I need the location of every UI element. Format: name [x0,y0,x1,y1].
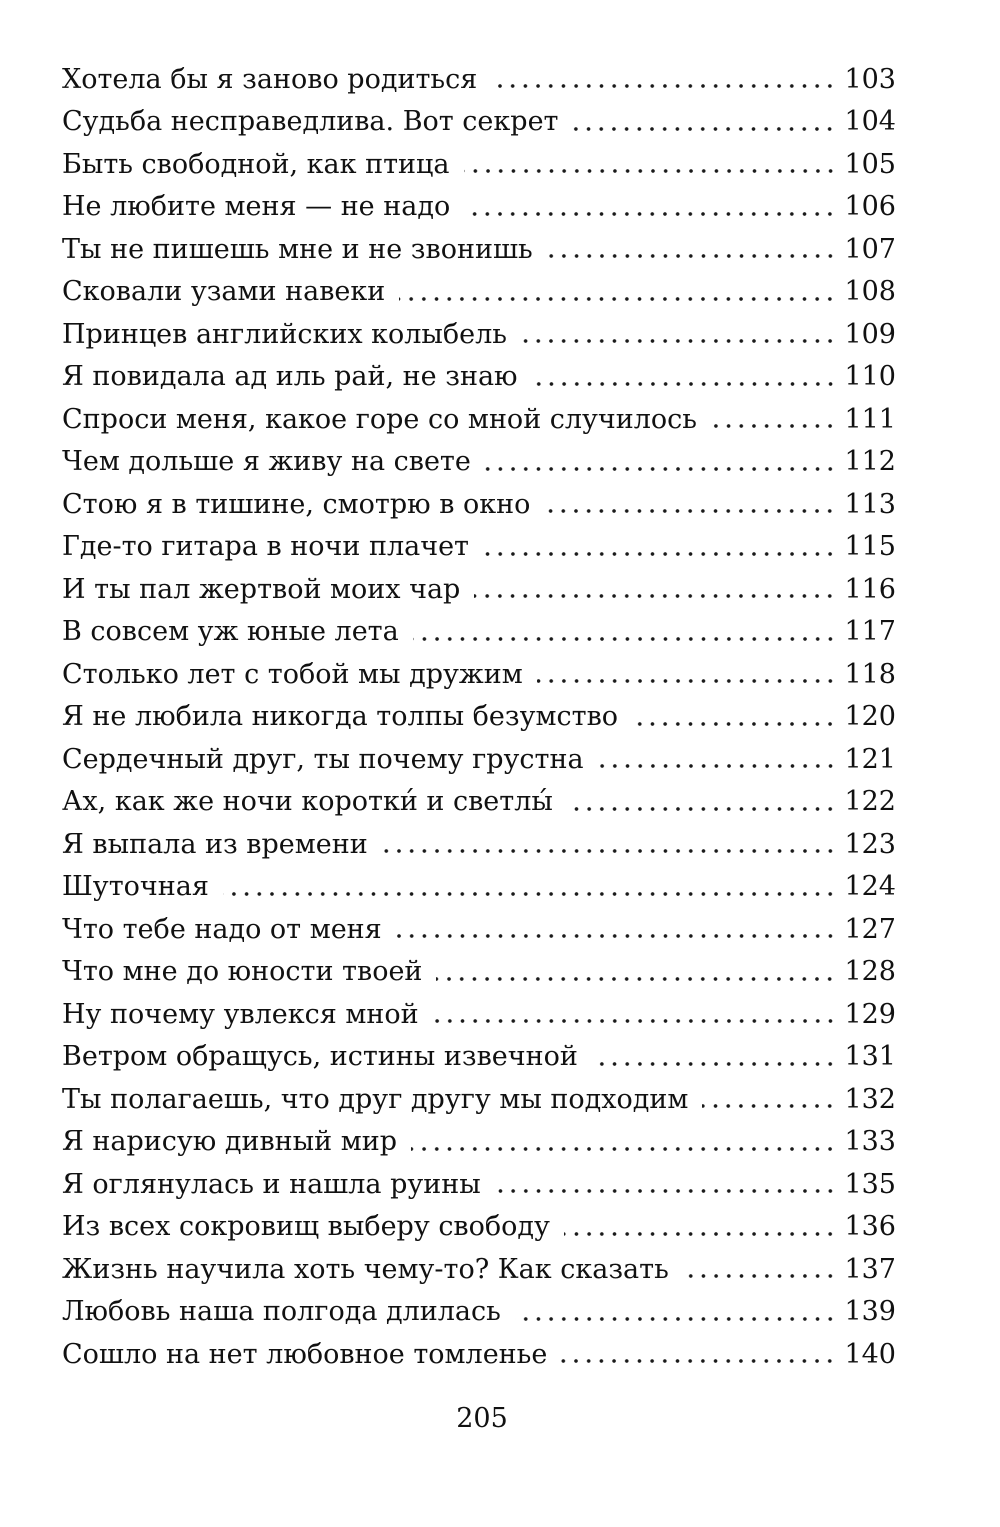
toc-entry-title: Чем дольше я живу на свете [62,446,471,478]
toc-entry-page: 120 [844,701,896,733]
toc-entry-page: 127 [844,913,896,945]
toc-entry-title: Столько лет с тобой мы дружим [62,658,523,690]
toc-entry [62,781,896,824]
toc-entry [62,738,896,781]
toc-entry [62,866,896,909]
toc-entry-page: 103 [844,63,896,95]
toc-entry-page: 140 [844,1338,896,1370]
toc-entry-title: Не любите меня — не надо [62,191,451,223]
dot-leader [567,807,837,811]
toc-entry-title: В совсем уж юные лета [62,616,399,648]
toc-entry [62,908,896,951]
dot-leader [413,637,837,641]
dot-leader [495,1189,837,1193]
toc-entry [62,1248,896,1291]
toc-entry [62,696,896,739]
toc-entry-title: Я выпала из времени [62,828,368,860]
toc-entry [62,356,896,399]
toc-entry-page: 107 [844,233,896,265]
toc-entry [62,526,896,569]
toc-entry-page: 112 [844,446,896,478]
toc-entry-title: Стою я в тишине, смотрю в окно [62,488,531,520]
toc-entry-title: Где-то гитара в ночи плачет [62,531,469,563]
toc-entry [62,441,896,484]
dot-leader [464,169,837,173]
toc-entry [62,1333,896,1376]
toc-entry-page: 108 [844,276,896,308]
toc-entry-page: 106 [844,191,896,223]
toc-entry-title: Хотела бы я заново родиться [62,63,478,95]
toc-entry-title: И ты пал жертвой моих чар [62,573,461,605]
toc-entry-title: Ты полагаешь, что друг другу мы подходим [62,1083,689,1115]
toc-entry-title: Что тебе надо от меня [62,913,382,945]
toc-entry-page: 133 [844,1126,896,1158]
toc-entry [62,568,896,611]
dot-leader [433,1019,837,1023]
dot-leader [561,1359,836,1363]
toc-entry [62,1163,896,1206]
toc-entry-page: 111 [844,403,896,435]
toc-entry-title: Судьба несправедлива. Вот секрет [62,106,559,138]
toc-entry-page: 123 [844,828,896,860]
toc-entry-title: Быть свободной, как птица [62,148,450,180]
toc-entry-title: Сердечный друг, ты почему грустна [62,743,584,775]
toc-entry-page: 116 [844,573,896,605]
toc-entry-page: 137 [844,1253,896,1285]
toc-entry [62,1291,896,1334]
toc-entry-title: Я повидала ад иль рай, не знаю [62,361,518,393]
toc-entry-title: Я не любила никогда толпы безумство [62,701,619,733]
toc-entry [62,1036,896,1079]
toc-entry-page: 132 [844,1083,896,1115]
dot-leader [521,339,836,343]
toc-entry-title: Ветром обращусь, истины извечной [62,1041,578,1073]
dot-leader [532,382,837,386]
toc-entry [62,271,896,314]
toc-entry-page: 118 [844,658,896,690]
toc-entry-title: Ах, как же ночи коротки́ и светлы́ [62,786,553,818]
toc-entry-title: Ну почему увлекся мной [62,998,419,1030]
dot-leader [572,127,836,131]
toc-entry-title: Что мне до юности твоей [62,956,423,988]
dot-leader [411,1147,836,1151]
toc-entry-page: 122 [844,786,896,818]
dot-leader [683,1274,837,1278]
toc-entry [62,653,896,696]
toc-entry [62,993,896,1036]
dot-leader [598,764,837,768]
dot-leader [711,424,836,428]
page-number: 205 [456,1403,508,1434]
toc-entry [62,1206,896,1249]
dot-leader [382,849,837,853]
toc-entry-page: 109 [844,318,896,350]
dot-leader [592,1062,837,1066]
dot-leader [632,722,836,726]
toc-entry-title: Сошло на нет любовное томленье [62,1338,548,1370]
toc-entry [62,313,896,356]
toc-entry-page: 105 [844,148,896,180]
dot-leader [474,594,836,598]
toc-entry-page: 139 [844,1296,896,1328]
toc-entry-page: 131 [844,1041,896,1073]
dot-leader [399,297,836,301]
dot-leader [491,84,836,88]
dot-leader [515,1317,837,1321]
toc-entry-page: 113 [844,488,896,520]
dot-leader [483,552,836,556]
dot-leader [464,212,836,216]
dot-leader [547,254,837,258]
toc-entry-page: 128 [844,956,896,988]
toc-entry [62,186,896,229]
toc-entry [62,1121,896,1164]
toc-entry-page: 135 [844,1168,896,1200]
toc-entry-page: 129 [844,998,896,1030]
toc-entry-title: Я нарисую дивный мир [62,1126,398,1158]
dot-leader [564,1232,837,1236]
dot-leader [485,467,837,471]
toc-entry [62,1078,896,1121]
toc-entry-page: 124 [844,871,896,903]
toc-entry-title: Жизнь научила хоть чему-то? Как сказать [62,1253,669,1285]
dot-leader [537,679,837,683]
toc-entry [62,398,896,441]
toc-entry-title: Любовь наша полгода длилась [62,1296,501,1328]
toc-entry-title: Сковали узами навеки [62,276,386,308]
toc-entry [62,143,896,186]
toc-entry-title: Из всех сокровищ выберу свободу [62,1211,550,1243]
dot-leader [396,934,837,938]
toc-entry-title: Ты не пишешь мне и не звонишь [62,233,533,265]
dot-leader [702,1104,836,1108]
toc-entry-page: 104 [844,106,896,138]
toc-entry-page: 117 [844,616,896,648]
toc-entry-title: Спроси меня, какое горе со мной случилось [62,403,698,435]
toc-entry-page: 136 [844,1211,896,1243]
toc-entry [62,611,896,654]
toc-entry-title: Шуточная [62,871,209,903]
toc-entry-page: 115 [844,531,896,563]
toc-entry-title: Я оглянулась и нашла руины [62,1168,481,1200]
toc-entry-page: 110 [844,361,896,393]
toc-entry [62,951,896,994]
toc-entry [62,483,896,526]
dot-leader [223,892,837,896]
toc-entry [62,823,896,866]
toc-entry-page: 121 [844,743,896,775]
toc-entry [62,58,896,101]
toc-entry [62,228,896,271]
dot-leader [544,509,836,513]
table-of-contents [62,58,896,1376]
toc-entry-title: Принцев английских колыбель [62,318,507,350]
dot-leader [436,977,836,981]
toc-entry [62,101,896,144]
